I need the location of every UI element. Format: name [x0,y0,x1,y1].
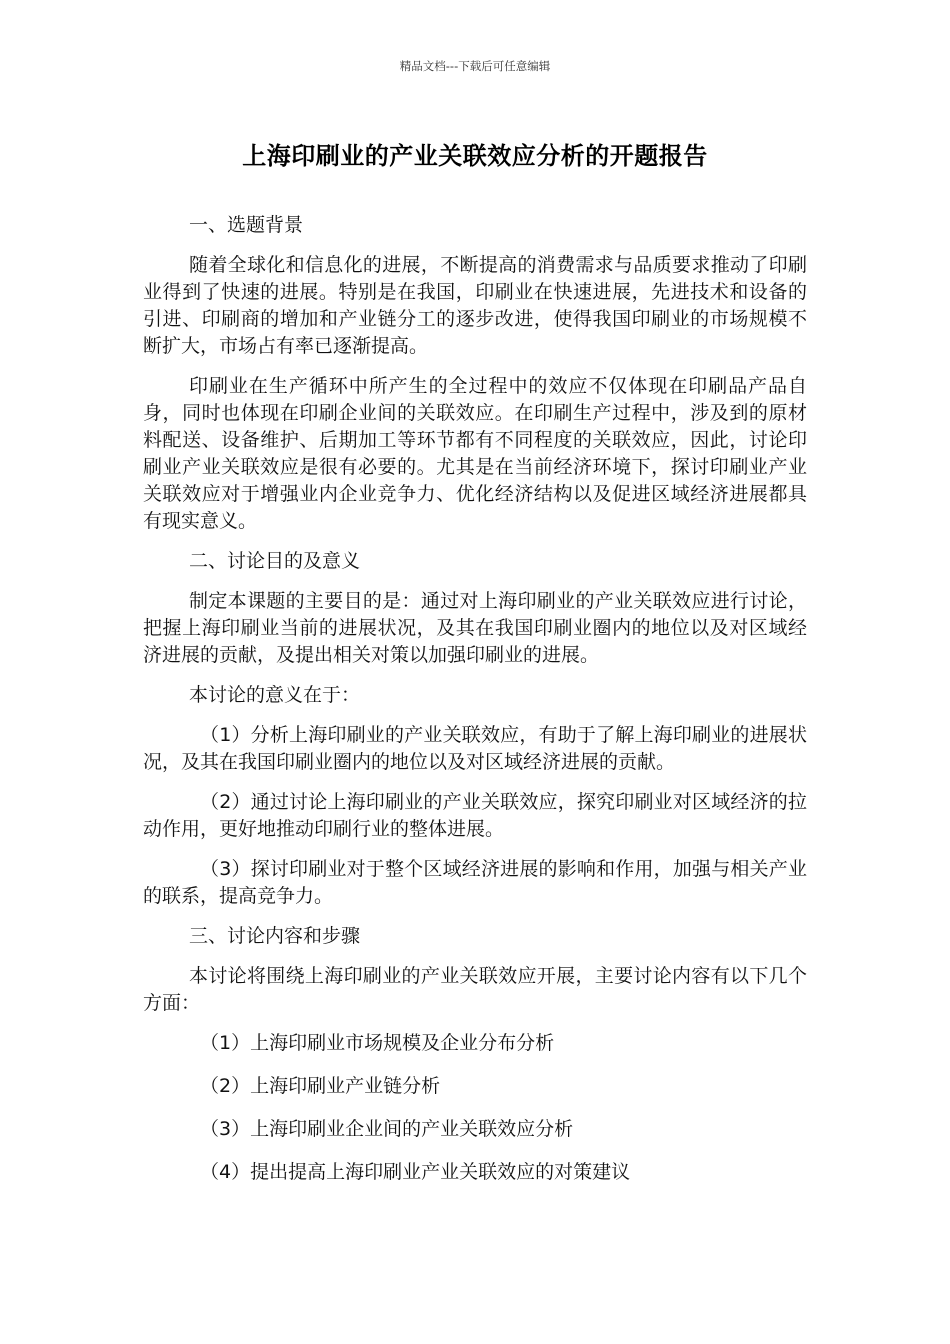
section-heading-background: 一、选题背景 [189,214,304,236]
list-item: （4）提出提高上海印刷业产业关联效应的对策建议 [200,1161,631,1183]
paragraph: 随着全球化和信息化的进展，不断提高的消费需求与品质要求推动了印刷业得到了快速的进展。特别是在我国，印刷业在快速进展，先进技术和设备的引进、印刷商的增加和产业链分工的逐步改进，使得我国印刷业的市场规模不断扩大，市场占有率已逐渐提高。 [143,254,807,357]
paragraph: 本讨论的意义在于： [189,684,361,706]
list-item: （1）上海印刷业市场规模及企业分布分析 [200,1032,555,1054]
page-header-note: 精品文档---下载后可任意编辑 [399,59,551,73]
section-heading-content: 三、讨论内容和步骤 [189,925,361,947]
list-item: （2）上海印刷业产业链分析 [200,1075,441,1097]
paragraph: 印刷业在生产循环中所产生的全过程中的效应不仅体现在印刷品产品自身，同时也体现在印刷企业间的关联效应。在印刷生产过程中，涉及到的原材料配送、设备维护、后期加工等环节都有不同程度的关联效应，因此，讨论印刷业产业关联效应是很有必要的。尤其是在当前经济环境下，探讨印刷业产业关联效应对于增强业内企业竞争力、优化经济结构以及促进区域经济进展都具有现实意义。 [143,375,807,532]
section-heading-purpose: 二、讨论目的及意义 [189,550,361,572]
list-item: （3）探讨印刷业对于整个区域经济进展的影响和作用，加强与相关产业的联系，提高竞争力。 [143,858,807,907]
list-item: （3）上海印刷业企业间的产业关联效应分析 [200,1118,574,1140]
list-item: （2）通过讨论上海印刷业的产业关联效应，探究印刷业对区域经济的拉动作用，更好地推动印刷行业的整体进展。 [143,791,807,840]
paragraph: 本讨论将围绕上海印刷业的产业关联效应开展，主要讨论内容有以下几个方面： [143,965,807,1014]
document-title: 上海印刷业的产业关联效应分析的开题报告 [242,142,708,170]
paragraph: 制定本课题的主要目的是：通过对上海印刷业的产业关联效应进行讨论，把握上海印刷业当前的进展状况，及其在我国印刷业圈内的地位以及对区域经济进展的贡献，及提出相关对策以加强印刷业的进展。 [143,590,807,666]
list-item: （1）分析上海印刷业的产业关联效应，有助于了解上海印刷业的进展状况，及其在我国印刷业圈内的地位以及对区域经济进展的贡献。 [143,724,807,773]
document-body [143,212,807,1199]
